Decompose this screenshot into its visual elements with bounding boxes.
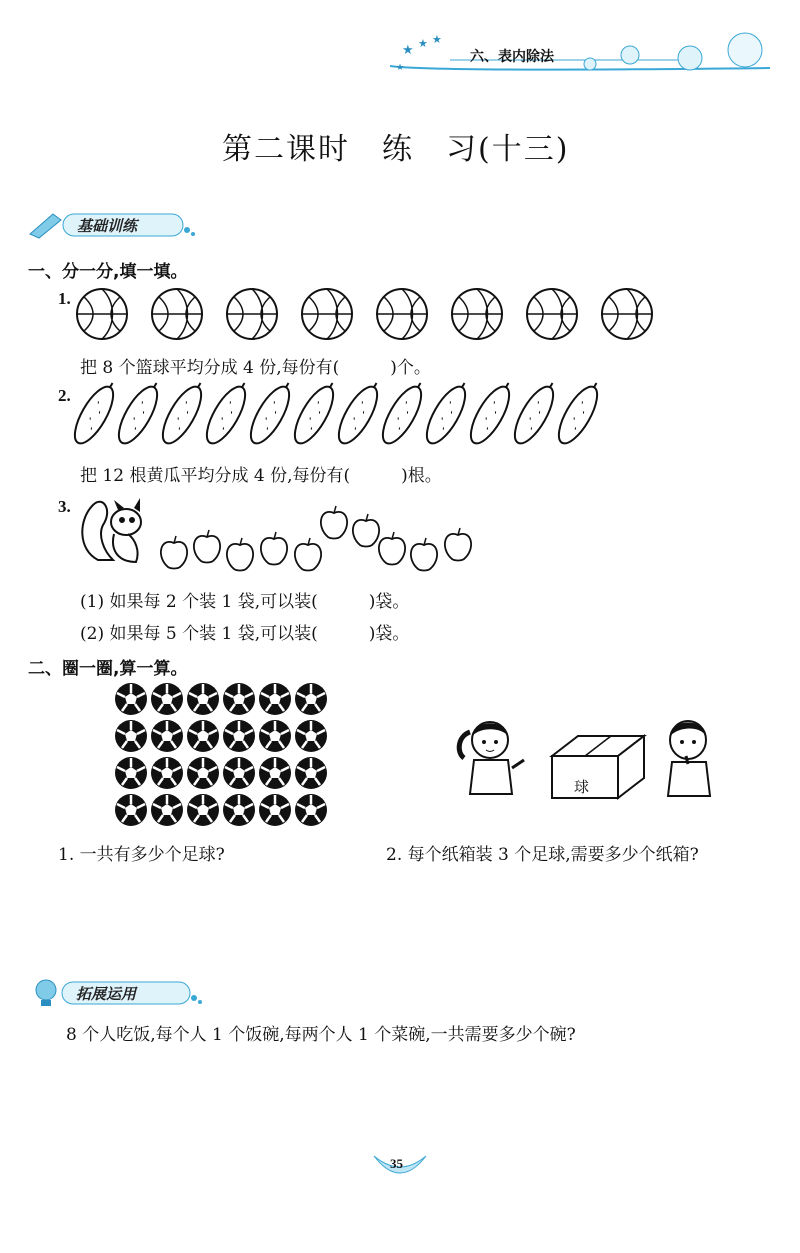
basketball-icon: [152, 289, 202, 339]
cucumber-icon: [420, 380, 475, 449]
basketball-icon: [377, 289, 427, 339]
part1-heading: 一、分一分,填一填。: [28, 262, 188, 282]
part2-q2: 2. 每个纸箱装 3 个足球,需要多少个纸箱?: [386, 845, 699, 865]
basic-training-label: 基础训练: [77, 217, 138, 235]
soccer-ball-icon: [223, 720, 255, 752]
soccer-ball-icon: [151, 720, 183, 752]
basketball-icon: [602, 289, 652, 339]
girl-icon: [452, 716, 532, 801]
part2-q1: 1. 一共有多少个足球?: [58, 845, 225, 865]
soccer-ball-icon: [295, 683, 327, 715]
page-title: 第二课时 练 习(十三): [222, 132, 570, 167]
soccer-ball-icon: [151, 794, 183, 826]
q3-sub1: (1) 如果每 2 个装 1 袋,可以装( )袋。: [80, 592, 410, 612]
basic-training-badge: [25, 208, 195, 240]
part2-heading: 二、圈一圈,算一算。: [28, 659, 188, 679]
apple-icon: [379, 532, 405, 565]
apple-icon: [321, 506, 347, 539]
extension-badge: [32, 976, 202, 1008]
cucumber-icon: [508, 380, 563, 449]
soccer-ball-icon: [295, 794, 327, 826]
chapter-title: 六、表内除法: [470, 49, 554, 65]
soccer-ball-icon: [295, 757, 327, 789]
apple-icon: [295, 538, 321, 571]
soccer-ball-grid: [114, 682, 334, 832]
cucumber-icon: [376, 380, 431, 449]
cucumber-icon: [332, 380, 387, 449]
svg-text:★: ★: [396, 63, 405, 73]
cucumber-icon: [156, 380, 211, 449]
box-label: 球: [574, 778, 590, 796]
q1-text: 把 8 个篮球平均分成 4 份,每份有( )个。: [80, 358, 431, 378]
soccer-ball-icon: [223, 794, 255, 826]
q1-number: 1.: [58, 289, 71, 308]
apple-icon: [411, 538, 437, 571]
cucumber-icon: [464, 380, 519, 449]
soccer-ball-icon: [151, 757, 183, 789]
basketball-icon: [452, 289, 502, 339]
apple-icon: [161, 536, 187, 569]
soccer-ball-icon: [259, 794, 291, 826]
soccer-ball-icon: [115, 720, 147, 752]
header-bar: [390, 30, 770, 75]
basketball-row: [70, 284, 670, 344]
apple-icon: [353, 514, 379, 547]
soccer-ball-icon: [295, 720, 327, 752]
soccer-ball-icon: [223, 683, 255, 715]
svg-text:★: ★: [432, 33, 442, 46]
basketball-icon: [227, 289, 277, 339]
cucumber-icon: [552, 380, 607, 449]
soccer-ball-icon: [151, 683, 183, 715]
svg-text:★: ★: [418, 37, 428, 50]
apple-icon: [261, 532, 287, 565]
basketball-icon: [527, 289, 577, 339]
page-number: 35: [390, 1156, 403, 1171]
soccer-ball-icon: [187, 720, 219, 752]
apple-icon: [194, 530, 220, 563]
squirrel-icon: [78, 490, 148, 570]
boy-icon: [660, 716, 720, 801]
soccer-ball-icon: [259, 720, 291, 752]
basketball-icon: [77, 289, 127, 339]
header-decoration: [390, 30, 770, 75]
soccer-ball-icon: [223, 757, 255, 789]
cucumber-icon: [200, 380, 255, 449]
q3-sub2: (2) 如果每 5 个装 1 袋,可以装( )袋。: [80, 624, 410, 644]
box-icon: [548, 732, 648, 802]
apple-icon: [445, 528, 471, 561]
soccer-ball-icon: [115, 794, 147, 826]
q3-number: 3.: [58, 497, 71, 516]
soccer-ball-icon: [115, 683, 147, 715]
extension-label: 拓展运用: [76, 985, 137, 1003]
apple-group: [152, 505, 482, 575]
cucumber-row: [72, 380, 632, 450]
apple-icon: [227, 538, 253, 571]
svg-text:★: ★: [402, 43, 414, 58]
cucumber-icon: [112, 380, 167, 449]
soccer-ball-icon: [115, 757, 147, 789]
q2-number: 2.: [58, 386, 71, 405]
basketball-icon: [302, 289, 352, 339]
soccer-ball-icon: [259, 683, 291, 715]
cucumber-icon: [72, 380, 123, 449]
cucumber-icon: [288, 380, 343, 449]
soccer-ball-icon: [187, 794, 219, 826]
q2-text: 把 12 根黄瓜平均分成 4 份,每份有( )根。: [80, 466, 442, 486]
soccer-ball-icon: [259, 757, 291, 789]
soccer-ball-icon: [187, 683, 219, 715]
extension-question: 8 个人吃饭,每个人 1 个饭碗,每两个人 1 个菜碗,一共需要多少个碗?: [66, 1025, 576, 1045]
cucumber-icon: [244, 380, 299, 449]
soccer-ball-icon: [187, 757, 219, 789]
